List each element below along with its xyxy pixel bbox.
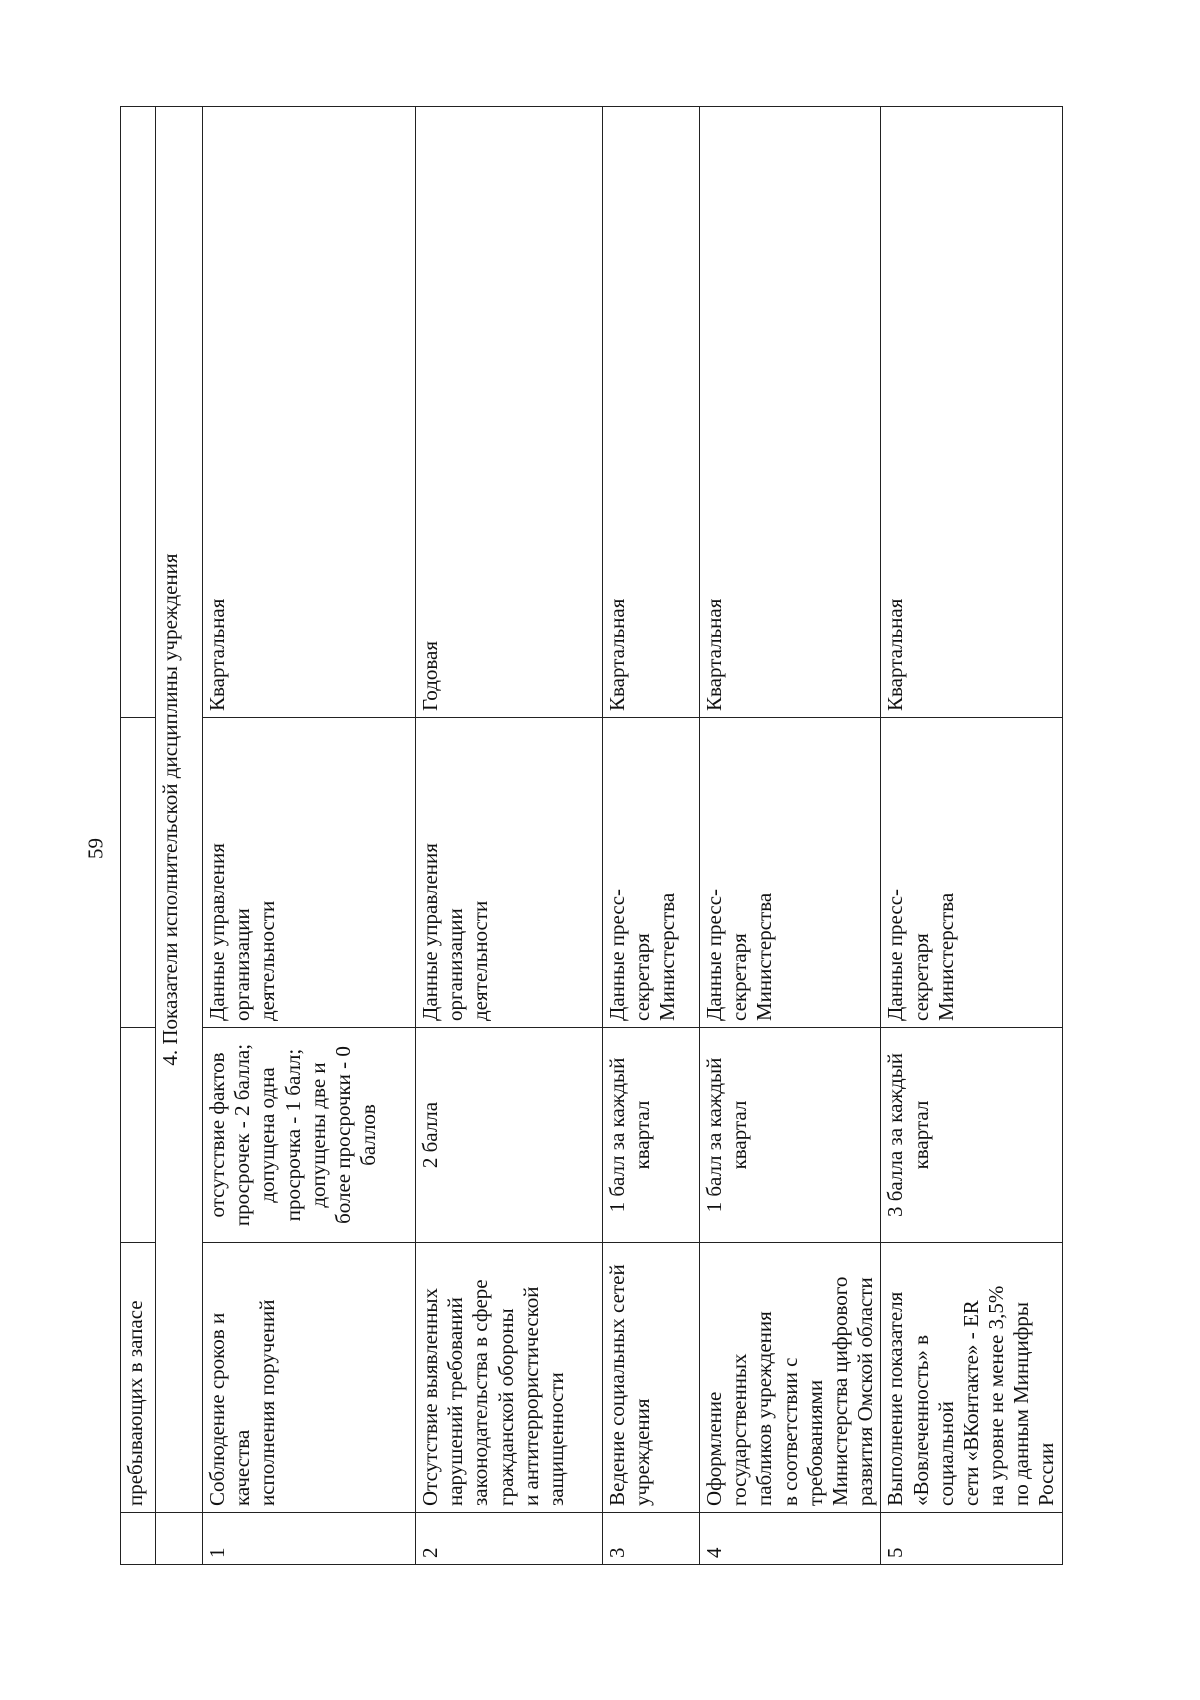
row-number: 2 — [416, 1513, 603, 1565]
periodicity-cell: Квартальная — [203, 107, 416, 718]
source-cell: Данные пресс- секретаря Министерства — [881, 718, 1062, 1028]
table-row — [416, 107, 603, 1565]
score-cell: 1 балл за каждый квартал — [603, 1028, 700, 1243]
carryover-num-cell — [121, 1513, 156, 1565]
periodicity-cell: Квартальная — [700, 107, 881, 718]
indicator-cell: Выполнение показателя «Вовлеченность» в социальной сети «ВКонтакте» - ER на уровне не менее 3,5% по данным Минцифры России — [881, 1243, 1062, 1513]
source-cell: Данные управления организации деятельности — [416, 718, 603, 1028]
indicator-cell: Оформление государственных пабликов учреждения в соответствии с требованиями Министерства цифрового развития Омской области — [700, 1243, 881, 1513]
table-row — [700, 107, 881, 1565]
score-cell: отсутствие фактов просрочек - 2 балла; допущена одна просрочка - 1 балл; допущены две и более просрочки - 0 баллов — [203, 1028, 416, 1243]
carryover-row — [121, 107, 156, 1565]
section-header-row — [156, 107, 203, 1565]
indicator-cell: Отсутствие выявленных нарушений требований законодательства в сфере гражданской обороны и антитеррористической защищенности — [416, 1243, 603, 1513]
rotated-table-wrapper — [120, 107, 1180, 1565]
carryover-source-cell — [121, 718, 156, 1028]
row-number: 5 — [881, 1513, 1062, 1565]
source-cell: Данные управления организации деятельности — [203, 718, 416, 1028]
table-row — [203, 107, 416, 1565]
row-number: 1 — [203, 1513, 416, 1565]
source-cell: Данные пресс- секретаря Министерства — [700, 718, 881, 1028]
row-number: 4 — [700, 1513, 881, 1565]
section-blank-cell — [156, 1513, 203, 1565]
table-row — [881, 107, 1062, 1565]
carryover-text-cell: пребывающих в запасе — [121, 1243, 156, 1513]
periodicity-cell: Годовая — [416, 107, 603, 718]
page-number: 59 — [83, 838, 108, 859]
carryover-score-cell — [121, 1028, 156, 1243]
score-cell: 1 балл за каждый квартал — [700, 1028, 881, 1243]
score-cell: 2 балла — [416, 1028, 603, 1243]
indicator-cell: Соблюдение сроков и качества исполнения поручений — [203, 1243, 416, 1513]
periodicity-cell: Квартальная — [881, 107, 1062, 718]
row-number: 3 — [603, 1513, 700, 1565]
carryover-period-cell — [121, 107, 156, 718]
section-title: 4. Показатели исполнительской дисциплины учреждения — [156, 107, 203, 1513]
indicator-cell: Ведение социальных сетей учреждения — [603, 1243, 700, 1513]
score-cell: 3 балла за каждый квартал — [881, 1028, 1062, 1243]
table-row — [603, 107, 700, 1565]
periodicity-cell: Квартальная — [603, 107, 700, 718]
indicators-table — [120, 106, 1063, 1565]
source-cell: Данные пресс- секретаря Министерства — [603, 718, 700, 1028]
